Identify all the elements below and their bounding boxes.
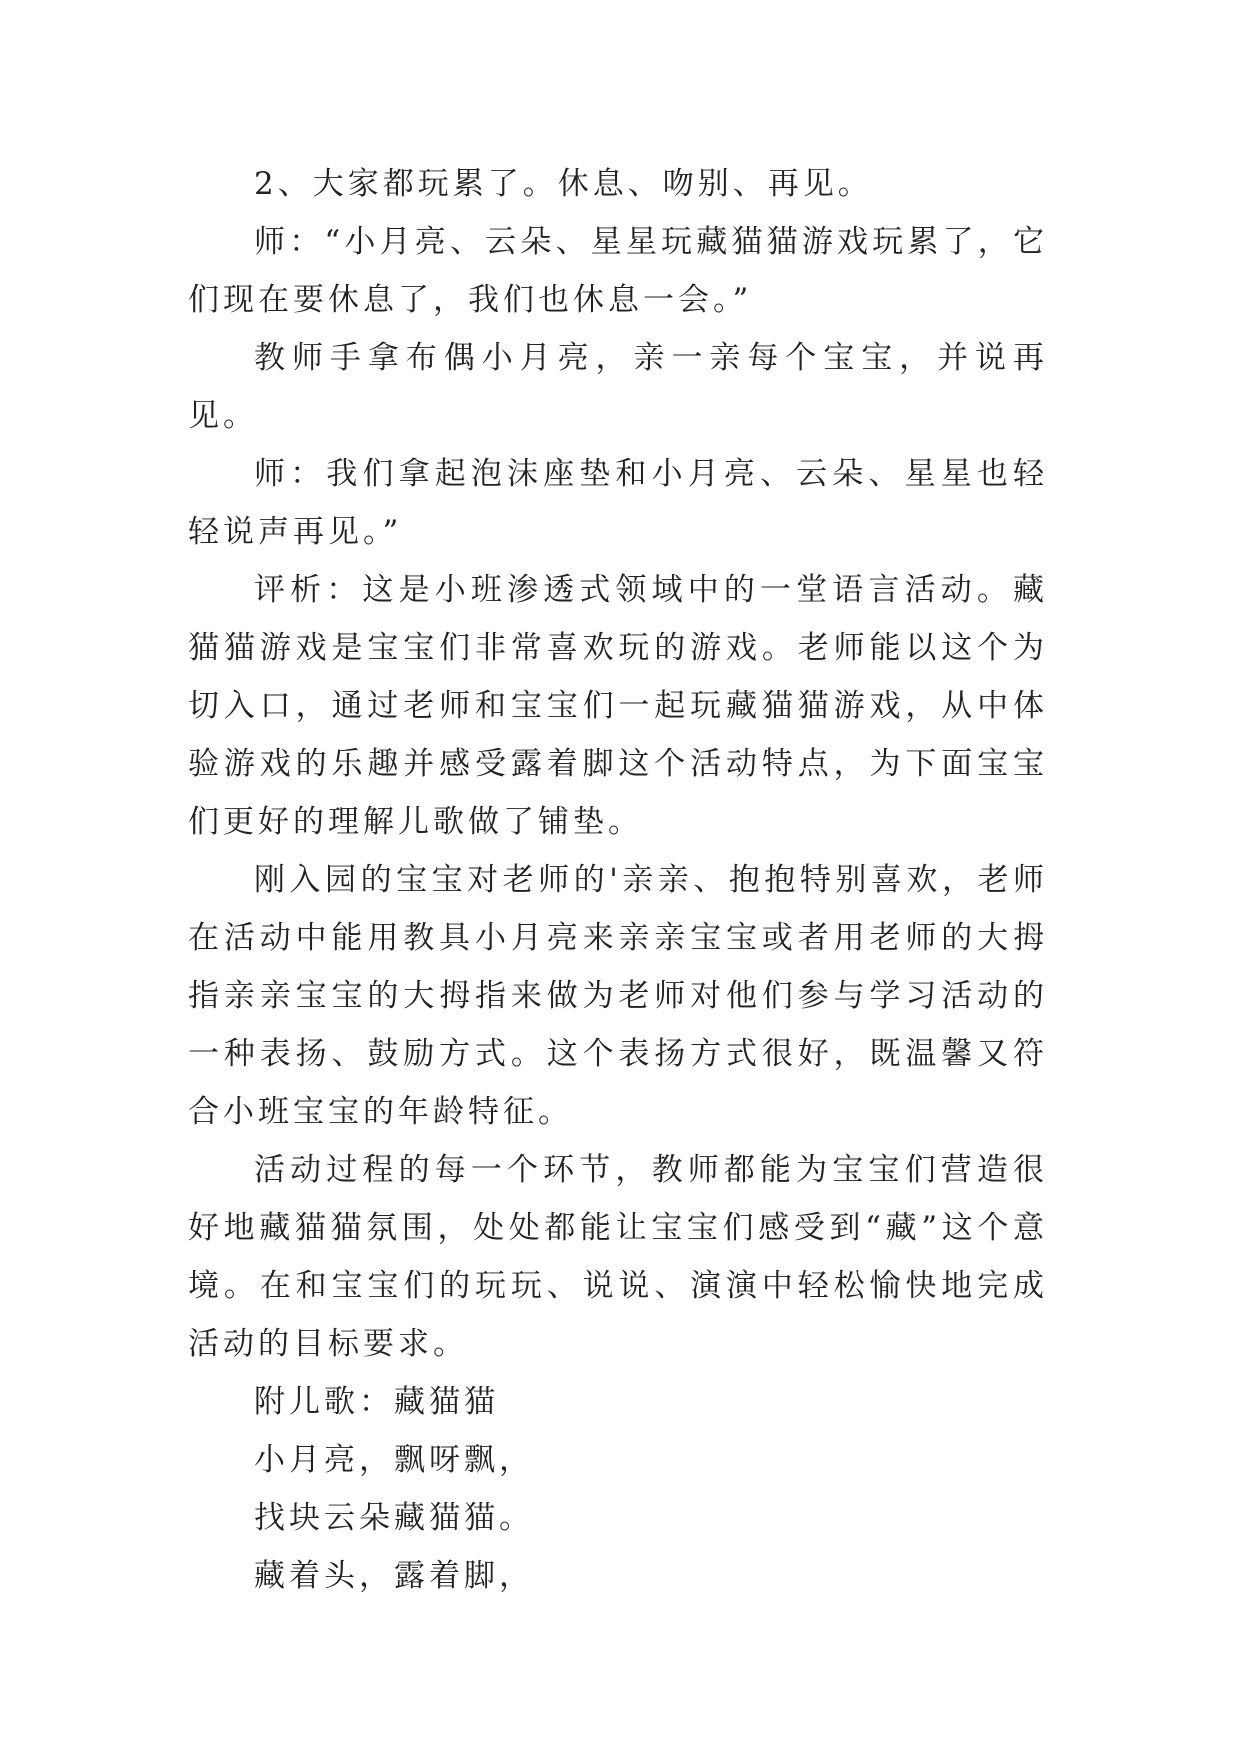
paragraph-step-2: 2、大家都玩累了。休息、吻别、再见。 bbox=[254, 166, 873, 202]
paragraph-teacher-speech-1: 师：“小月亮、云朵、星星玩藏猫猫游戏玩累了，它们现在要休息了，我们也休息一会。” bbox=[188, 224, 1048, 318]
song-line: 小月亮，飘呀飘， bbox=[254, 1442, 534, 1478]
paragraph-teacher-action: 教师手拿布偶小月亮，亲一亲每个宝宝，并说再见。 bbox=[188, 340, 1048, 434]
document-body bbox=[188, 155, 1048, 1605]
song-line: 找块云朵藏猫猫。 bbox=[254, 1500, 534, 1536]
paragraph-activity-process: 活动过程的每一个环节，教师都能为宝宝们营造很好地藏猫猫氛围，处处都能让宝宝们感受到“藏”这个意境。在和宝宝们的玩玩、说说、演演中轻松愉快地完成活动的目标要求。 bbox=[188, 1152, 1048, 1362]
song-title: 附儿歌：藏猫猫 bbox=[254, 1384, 499, 1420]
paragraph-analysis: 评析：这是小班渗透式领域中的一堂语言活动。藏猫猫游戏是宝宝们非常喜欢玩的游戏。老师能以这个为切入口，通过老师和宝宝们一起玩藏猫猫游戏，从中体验游戏的乐趣并感受露着脚这个活动特点，为下面宝宝们更好的理解儿歌做了铺垫。 bbox=[188, 572, 1048, 840]
paragraph-praise-method: 刚入园的宝宝对老师的'亲亲、抱抱特别喜欢，老师在活动中能用教具小月亮来亲亲宝宝或者用老师的大拇指亲亲宝宝的大拇指来做为老师对他们参与学习活动的一种表扬、鼓励方式。这个表扬方式很好，既温馨又符合小班宝宝的年龄特征。 bbox=[188, 862, 1048, 1130]
paragraph-teacher-speech-2: 师：我们拿起泡沫座垫和小月亮、云朵、星星也轻轻说声再见。” bbox=[188, 456, 1048, 550]
song-line: 藏着头，露着脚， bbox=[254, 1558, 534, 1594]
